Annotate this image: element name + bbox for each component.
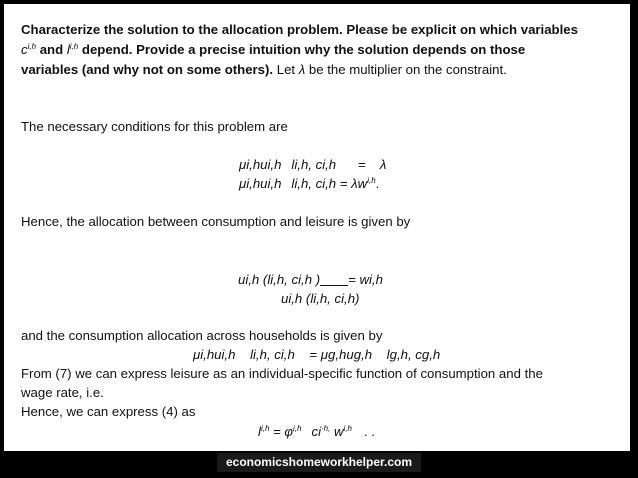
var-c: c [21, 42, 28, 57]
header-line-2 [21, 41, 525, 59]
from7-line-3: Hence, we can express (4) as [21, 404, 196, 419]
fraction-denominator [281, 290, 359, 308]
eq1-equals: = [358, 157, 366, 172]
header-line-3-end: be the multiplier on the constraint. [305, 62, 507, 77]
final-dots: . . [364, 424, 375, 439]
eq1-part-b: li,h, ci,h [291, 157, 337, 172]
frac-num-a: ui,h (li,h, ci,h ) [238, 272, 321, 287]
var-l-sup: i,h [69, 42, 79, 51]
final-l: l [258, 424, 261, 439]
from7-line-2: wage rate, i.e. [21, 385, 104, 400]
final-w: w [330, 424, 344, 439]
final-w-sup: i,h [343, 424, 352, 433]
final-c-sup: ·h, [321, 424, 331, 433]
final-phi: = φ [269, 424, 294, 439]
header-line-1-text: Characterize the solution to the allocation problem. Please be explicit on which variables [21, 22, 578, 37]
var-l: l [66, 42, 70, 57]
equation-2 [239, 175, 379, 193]
header-line-3-bold: variables (and why not on some others). [21, 62, 274, 77]
eq1-lambda: λ [379, 157, 387, 172]
header-line-2-rest: depend. Provide a precise intuition why the solution depends on those [78, 42, 526, 57]
slide [4, 4, 630, 451]
eq2-lambda-w: λw [351, 176, 368, 191]
eq2-period: . [375, 176, 380, 191]
households-equation: μi,hui,h li,h, ci,h = μg,hug,h lg,h, cg,h [193, 347, 441, 362]
final-phi-sup: i,h [293, 424, 302, 433]
header-and: and [36, 42, 67, 57]
header-line-3-let: Let [273, 62, 299, 77]
equation-1 [239, 156, 386, 174]
header-line-3 [21, 61, 507, 79]
eq2-sup: i,h [367, 176, 376, 185]
allocation-intro: Hence, the allocation between consumption and leisure is given by [21, 214, 411, 229]
frac-line [320, 273, 348, 286]
fraction-numerator [238, 271, 383, 289]
lambda-symbol: λ [298, 62, 306, 77]
final-c: ci [311, 424, 322, 439]
header-line-1 [21, 21, 578, 39]
final-l-sup: i,h [260, 424, 270, 433]
households-intro: and the consumption allocation across households is given by [21, 328, 383, 343]
frac-den-a: ui,h [281, 291, 303, 306]
eq2-part-b: li,h, ci,h = [291, 176, 348, 191]
final-equation [258, 423, 375, 441]
eq1-part-a: μi,hui,h [239, 157, 282, 172]
frac-num-equals: = wi,h [348, 272, 383, 287]
from7-line-1: From (7) we can express leisure as an individual-specific function of consumption and the [21, 366, 543, 381]
frac-den-b: (li,h, ci,h) [302, 291, 360, 306]
footer-watermark: economicshomeworkhelper.com [217, 453, 421, 472]
necessary-intro: The necessary conditions for this problem are [21, 119, 288, 134]
eq2-part-a: μi,hui,h [239, 176, 282, 191]
var-c-sup: i,h [27, 42, 37, 51]
